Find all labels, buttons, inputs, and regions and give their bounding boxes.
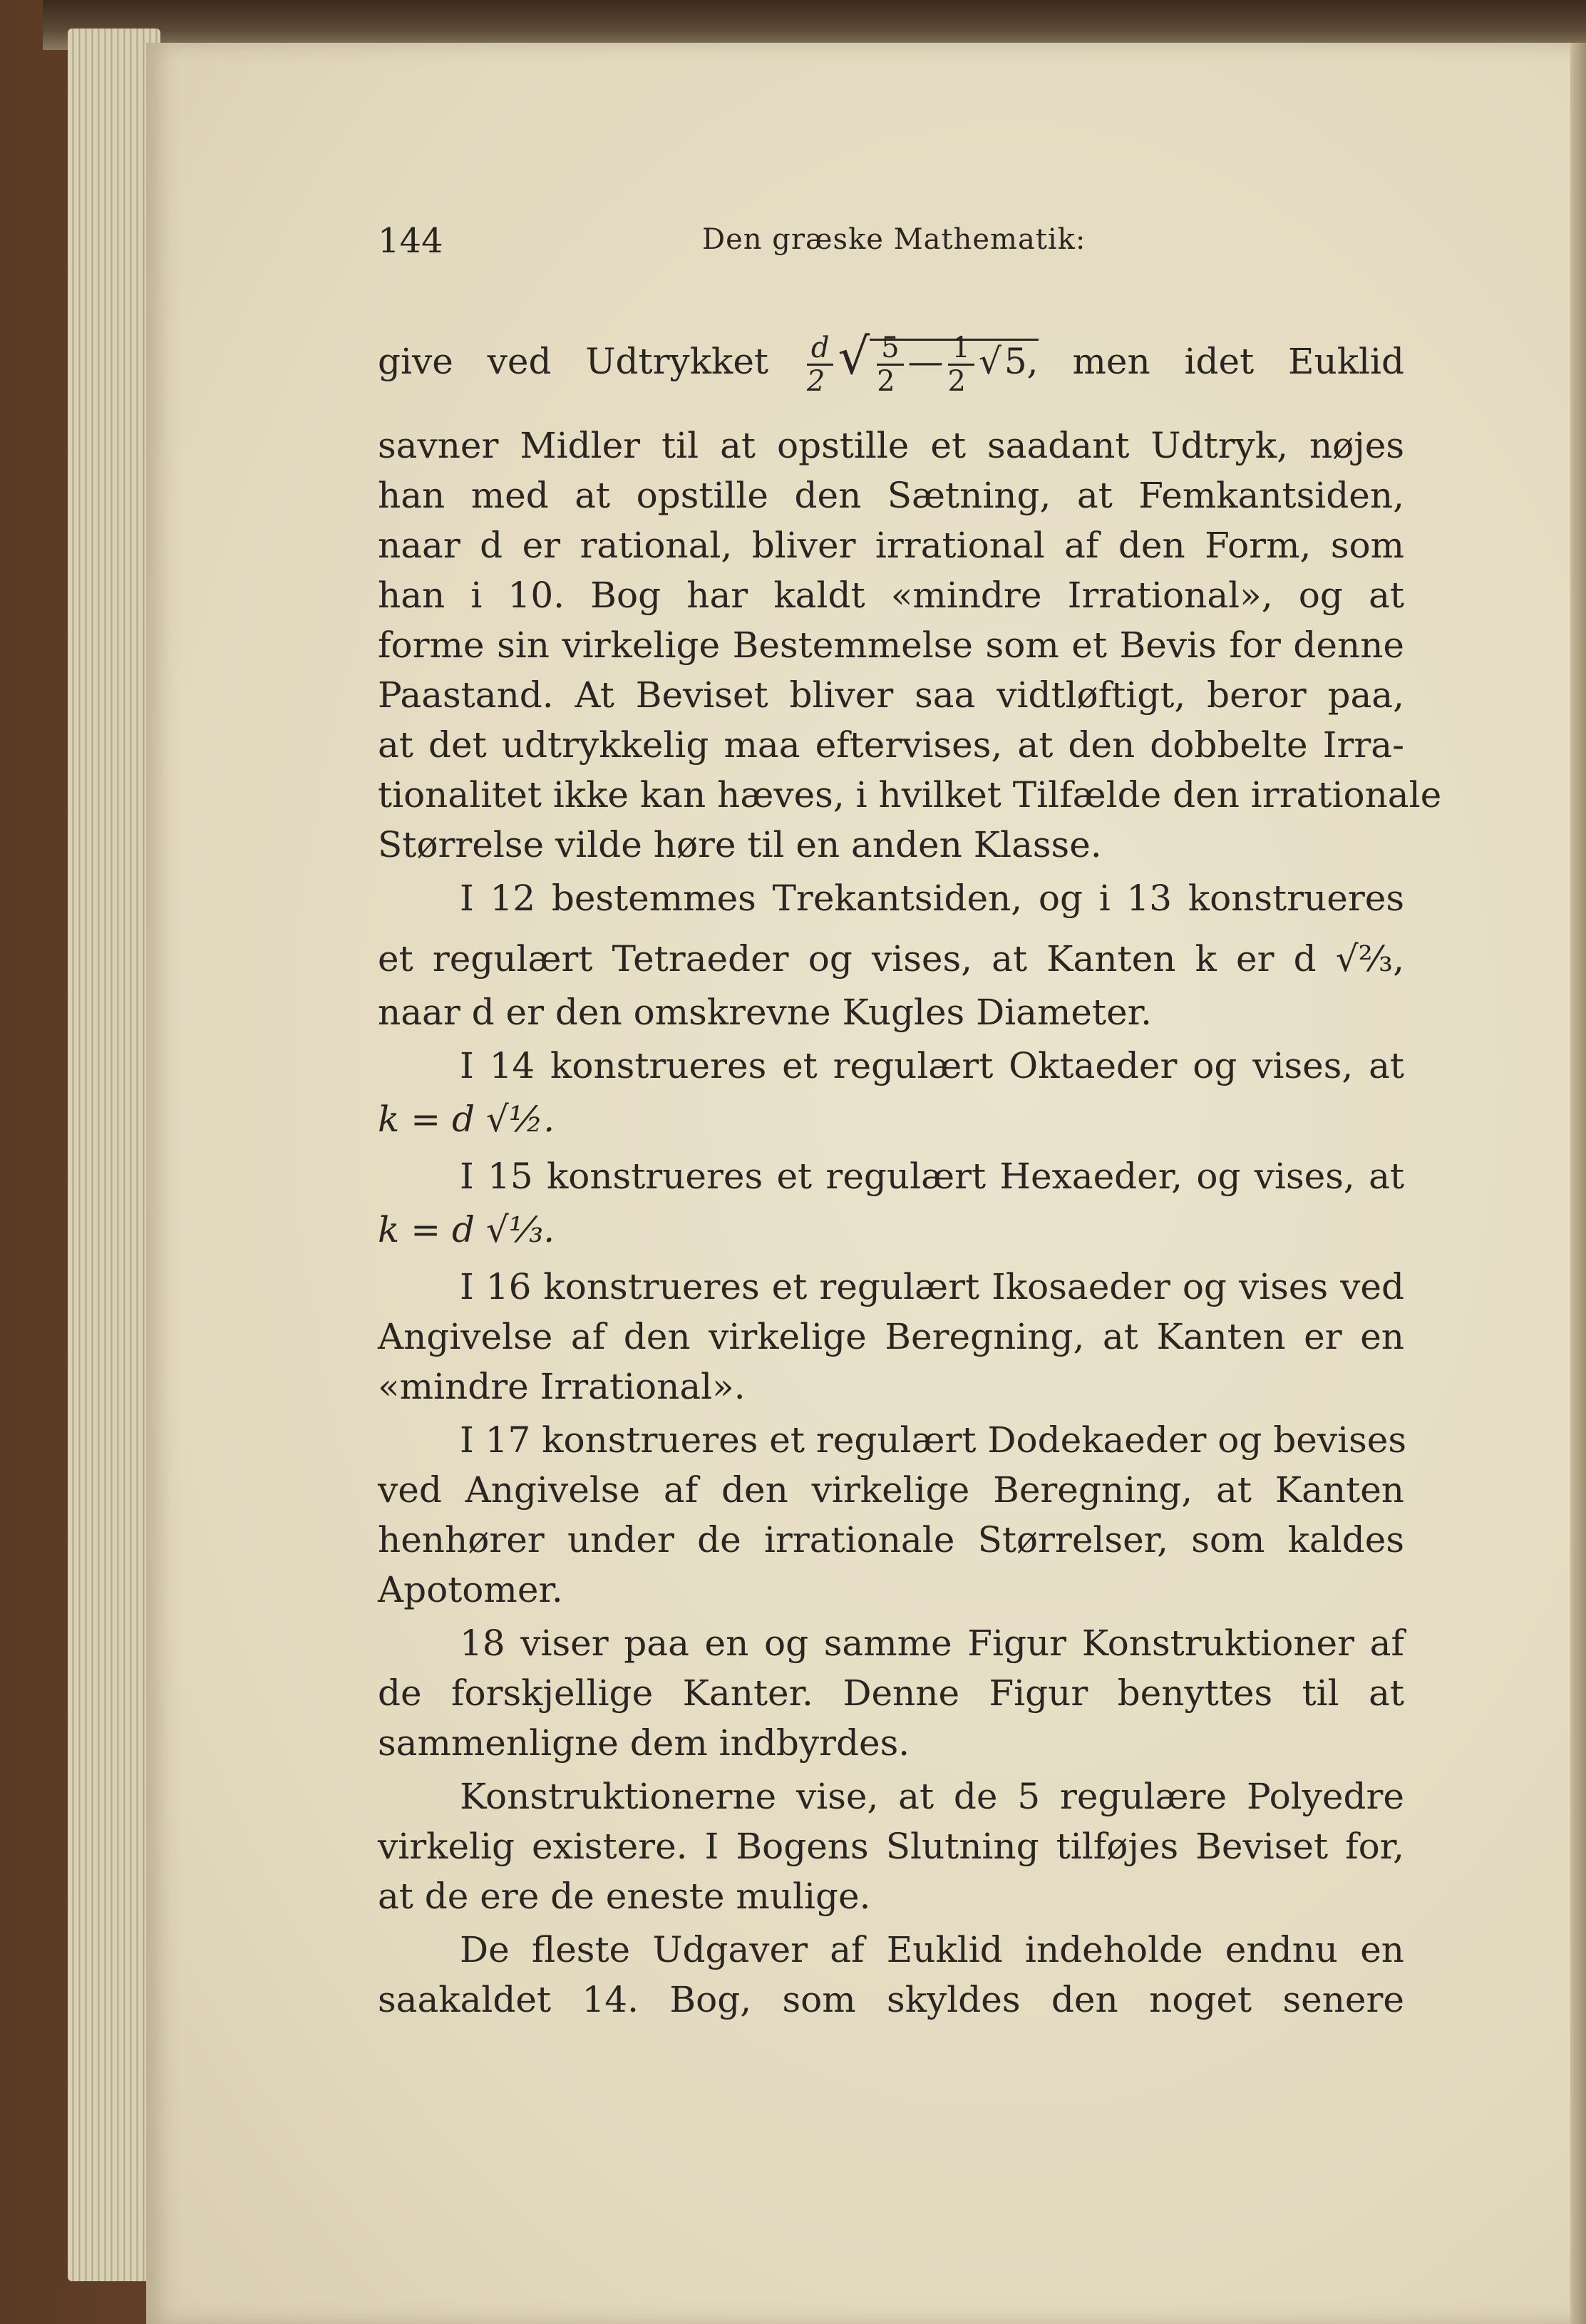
formula-line <box>378 317 1404 396</box>
text-line: Konstruktionerne vise, at de 5 regulære Polyedre <box>460 1776 1404 1817</box>
text-line: Paastand. At Beviset bliver saa vidtløftigt, beror paa, <box>378 674 1404 716</box>
text-line: han i 10. Bog har kaldt «mindre Irrational», og at <box>378 575 1404 616</box>
text-line: de forskjellige Kanter. Denne Figur benyttes til at <box>378 1672 1404 1714</box>
formula-k-third: k = d √⅓. <box>378 1209 555 1250</box>
sqrt-5: 5, <box>1001 339 1039 382</box>
running-title: Den græske Mathematik: <box>702 223 1086 256</box>
text-line: I 12 bestemmes Trekantsiden, og i 13 konstrueres <box>460 878 1404 919</box>
text-line: henhører under de irrationale Størrelser, som kaldes <box>378 1519 1404 1561</box>
fraction-d-over-2: $\frac{d}{2}$ <box>807 332 834 397</box>
radicand <box>870 331 1039 398</box>
text-line: at det udtrykkelig maa eftervises, at den dobbelte Irra- <box>378 724 1404 766</box>
text-line: De fleste Udgaver af Euklid indeholde endnu en <box>460 1929 1404 1970</box>
formula-k-half: k = d √½. <box>378 1099 555 1140</box>
text-line: 18 viser paa en og samme Figur Konstruktioner af <box>460 1623 1404 1664</box>
text-line: han med at opstille den Sætning, at Femkantsiden, <box>378 475 1404 516</box>
text-line: Angivelse af den virkelige Beregning, at Kanten er en <box>378 1316 1404 1357</box>
text-line: «mindre Irrational». <box>378 1366 746 1407</box>
text-line: et regulært Tetraeder og vises, at Kanten k er d √⅔, <box>378 938 1404 980</box>
text-line: sammenligne dem indbyrdes. <box>378 1722 910 1764</box>
minus-sign: — <box>907 341 944 382</box>
text-line: at de ere de eneste mulige. <box>378 1876 871 1917</box>
text-line: I 17 konstrueres et regulært Dodekaeder og bevises <box>460 1419 1407 1461</box>
fraction-5-over-2: $\frac{5}{2}$ <box>877 332 903 397</box>
radical-sign: √ <box>838 327 870 386</box>
formula-trail: men idet Euklid <box>1072 341 1404 382</box>
text-line: virkelig existere. I Bogens Slutning tilføjes Beviset for, <box>378 1826 1404 1867</box>
text-line: naar d er den omskrevne Kugles Diameter. <box>378 992 1152 1033</box>
text-line: I 16 konstrueres et regulært Ikosaeder og vises ved <box>460 1266 1404 1307</box>
text-line: Apotomer. <box>378 1569 563 1610</box>
text-line: saakaldet 14. Bog, som skyldes den noget senere <box>378 1979 1404 2020</box>
page-right-edge <box>1570 43 1586 2324</box>
radical-sign-small: √ <box>979 341 1001 382</box>
text-line: I 14 konstrueres et regulært Oktaeder og vises, at <box>460 1045 1404 1086</box>
formula-lead: give ved Udtrykket <box>378 341 769 382</box>
text-line: forme sin virkelige Bestemmelse som et Bevis for denne <box>378 624 1404 666</box>
text-line: I 15 konstrueres et regulært Hexaeder, og vises, at <box>460 1156 1404 1197</box>
page-number: 144 <box>378 221 443 261</box>
text-line: savner Midler til at opstille et saadant Udtryk, nøjes <box>378 425 1404 466</box>
text-line: tionalitet ikke kan hæves, i hvilket Tilfælde den irrationale <box>378 774 1442 816</box>
text-line: naar d er rational, bliver irrational af den Form, som <box>378 525 1404 566</box>
fraction-1-over-2: $\frac{1}{2}$ <box>948 332 974 397</box>
text-line: ved Angivelse af den virkelige Beregning, at Kanten <box>378 1469 1404 1511</box>
text-line: Størrelse vilde høre til en anden Klasse. <box>378 824 1102 865</box>
